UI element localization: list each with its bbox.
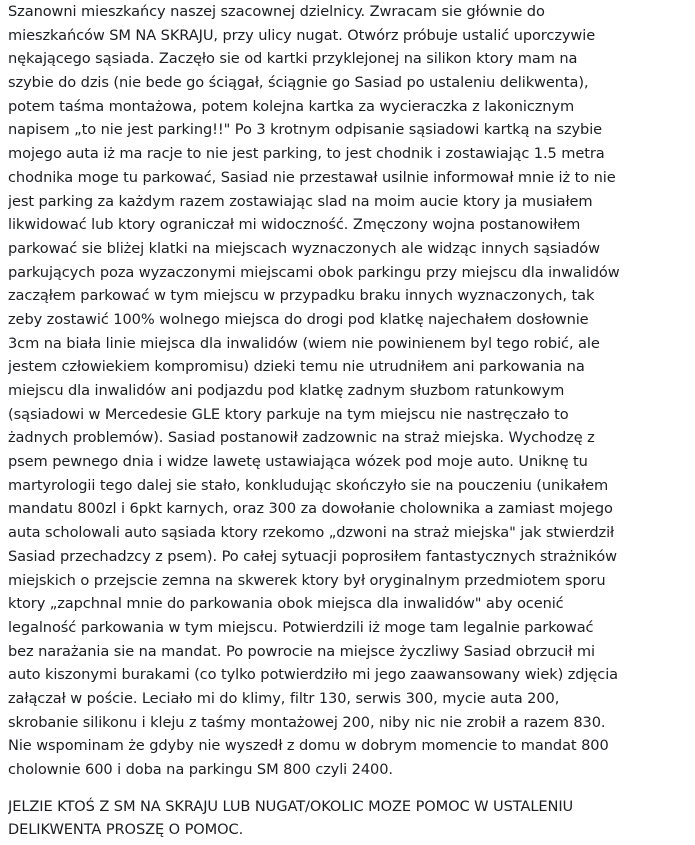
post-text-line: ktory „zapchnal mnie do parkowania obok miejsca dla inwalidów" aby ocenić — [8, 595, 564, 613]
post-paragraph-main — [8, 0, 690, 782]
post-text-line: żadnych problemów). Sasiad postanowił zadzownic na straż miejska. Wychodzę z — [8, 429, 595, 447]
post-text-line: martyrologii tego dalej sie stało, konkludując skończyło sie na pouczeniu (unikałem — [8, 476, 609, 494]
post-text-line: miejscu dla inwalidów ani podjazdu pod klatkę zadnym słuzbom ratunkowym — [8, 382, 565, 399]
post-text-line: (sąsiadowi w Mercedesie GLE ktory parkuje na tym miejscu nie nastręczało to — [8, 405, 569, 423]
post-text-line: likwidować lub ktory ograniczał mi widoczność. Zmęczony wojna postanowiłem — [8, 216, 581, 234]
post-text-line: jest parking za każdym razem zostawiając slad na moim aucie ktory ja musiałem — [8, 192, 593, 210]
post-text-line: szybie do dzis (nie bede go ściągał, ściągnie go Sasiad po ustaleniu delikwenta), — [8, 74, 589, 92]
post-text-line: nękającego sąsiada. Zaczęło sie od kartki przyklejonej na silikon ktory mam na — [8, 50, 578, 68]
post-text-line: napisem „to nie jest parking!!" Po 3 krotnym odpisanie sąsiadowi kartką na szybie — [8, 121, 603, 139]
post-text-line: JELZIE KTOŚ Z SM NA SKRAJU LUB NUGAT/OKOLIC MOZE POMOC W USTALENIU — [8, 797, 574, 815]
post-text-line: bez narażania sie na mandat. Po powrocie na miejsce życzliwy Sasiad obrzucił mi — [8, 642, 595, 660]
post-text-line: Szanowni mieszkańcy naszej szacownej dzielnicy. Zwracam sie głównie do — [8, 3, 545, 20]
post-text-line: jestem człowiekiem kompromisu) dzieki temu nie utrudniłem ani parkowania na — [8, 358, 585, 376]
post-text-line: Sasiad przechadzcy z psem). Po całej sytuacji poprosiłem fantastycznych strażników — [8, 547, 617, 565]
post-text-line: parkujących poza wyzaczonymi miejscami obok parkingu przy miejscu dla inwalidów — [8, 263, 620, 281]
post-text-line: auto kiszonymi burakami (co tylko potwierdziło mi jego zaawansowany wiek) zdjęcia — [8, 666, 619, 684]
paragraph-gap — [8, 782, 690, 795]
post-text-line: miejskich o przejscie zemna na skwerek ktory był oryginalnym przedmiotem sporu — [8, 571, 606, 589]
post-text-line: legalność parkowania w tym miejscu. Potwierdzili iż moge tam legalnie parkować — [8, 618, 594, 636]
post-text-line: potem taśma montażowa, potem kolejna kartka za wycieraczka z lakonicznym — [8, 97, 575, 115]
post-text-line: auta scholowali auto sąsiada ktory rzekomo „dzwoni na straż miejska" jak stwierdził — [8, 524, 615, 542]
post-body — [8, 0, 690, 842]
post-text-line: parkować sie bliżej klatki na miejscach wyznaczonych ale widząc innych sąsiadów — [8, 239, 600, 257]
post-text-line: Nie wspominam że gdyby nie wyszedł z domu w dobrym momencie to mandat 800 — [8, 737, 609, 755]
post-text-line: zacząłem parkować w tym miejscu w przypadku braku innych wyznaczonych, tak — [8, 287, 595, 305]
post-text-line: załączał w poście. Leciało mi do klimy, filtr 130, serwis 300, mycie auta 200, — [8, 689, 560, 707]
post-text-line: mandatu 800zl i 6pkt karnych, oraz 300 za dowołanie cholownika a zamiast mojego — [8, 500, 613, 518]
post-text-line: DELIKWENTA PROSZĘ O POMOC. — [8, 821, 244, 839]
post-paragraph-appeal — [8, 795, 690, 842]
post-text-line: cholownie 600 i doba na parkingu SM 800 czyli 2400. — [8, 761, 393, 778]
post-text-line: chodnika moge tu parkować, Sasiad nie przestawał usilnie informował mnie iż to nie — [8, 168, 616, 186]
post-text-line: mojego auta iż ma racje to nie jest parking, to jest chodnik i zostawiając 1.5 metra — [8, 145, 605, 163]
post-text-line: zeby zostawić 100% wolnego miejsca do drogi pod klatkę najechałem dosłownie — [8, 310, 589, 328]
post-text-line: psem pewnego dnia i widze lawetę ustawiająca wózek pod moje auto. Uniknę tu — [8, 453, 588, 471]
post-text-line: 3cm na biała linie miejsca dla inwalidów (wiem nie powinienem byl tego robić, ale — [8, 334, 600, 352]
post-text-line: mieszkańców SM NA SKRAJU, przy ulicy nugat. Otwórz próbuje ustalić uporczywie — [8, 26, 596, 44]
post-text-line: skrobanie silikonu i kleju z taśmy montażowej 200, niby nic nie zrobił a razem 830. — [8, 713, 606, 731]
